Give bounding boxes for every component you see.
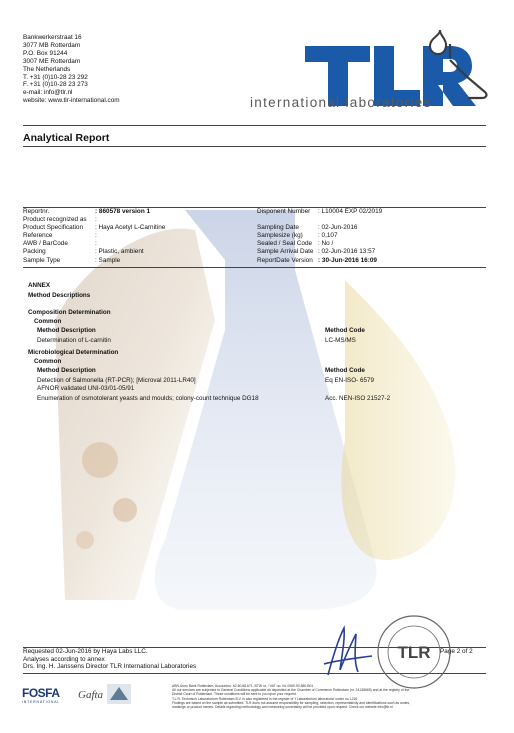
lab-tagline: international laboratories (250, 95, 432, 110)
field-value: : 0,107 (318, 232, 338, 240)
annex-heading: ANNEX (28, 282, 51, 289)
field-value: : 02-Jun-2016 13:57 (318, 248, 376, 256)
address-line: Bankwerkerstraat 16 (23, 34, 82, 41)
field-label: Packing (23, 248, 46, 256)
address-line: P.O. Box 91244 (23, 49, 68, 57)
signature (318, 620, 378, 680)
method-descriptions-heading: Method Descriptions (28, 292, 91, 299)
address-line: e-mail: info@tlr.nl (23, 89, 73, 97)
analyses-line: Analyses according to annex (23, 655, 105, 663)
common-heading: Common (34, 318, 62, 325)
field-label: Product Specification (23, 224, 84, 232)
address-line: T. +31 (0)10-28 23 292 (23, 73, 88, 81)
composition-heading: Composition Determination (28, 309, 111, 316)
address-line: The Netherlands (23, 65, 71, 73)
fine-print-line: T.L.R. Technisch Laboratorium Rotterdam B.V. is also registered in the register of 't Laboratorium laboratoria' under no L216 (172, 696, 358, 701)
field-label: Sample Type (23, 256, 61, 264)
field-label: Product recognized as (23, 216, 87, 224)
method-description: AFNOR validated UNI-03/01-05/91 (37, 385, 135, 392)
column-method-description: Method Description (37, 367, 96, 374)
common-heading: Common (34, 358, 62, 365)
rva-logo (106, 683, 132, 705)
microbiological-heading: Microbiological Determination (28, 349, 119, 356)
field-label: Disponent Number (257, 208, 311, 215)
stamp-text: TLR (397, 643, 431, 662)
fine-print-line: ABN Amro Bank Rotterdam, Accountno. 62.60.68.671, BTW nr. / VAT no. NL 0069.90.880.B01 (172, 684, 314, 688)
gafta-logo: Gafta (78, 689, 104, 701)
field-label: Reportnr. (23, 208, 50, 215)
column-method-description: Method Description (37, 327, 96, 334)
field-label: ReportDate Version (257, 256, 313, 264)
field-label: AWB / BarCode (23, 240, 68, 248)
method-code: LC-MS/MS (325, 337, 356, 344)
fosfa-text: FOSFA (22, 686, 60, 700)
fine-print-line: All our services are subjected to General Conditions applicable as deposited at the Chamber of Commerce Rotterdam (nr. 24138665) and at the registry of the (172, 688, 410, 693)
method-code: Eq EN-ISO- 6579 (325, 377, 374, 384)
fine-print-line: markings or product names. Details regarding methodology and measuring uncertainty will be provided upon request. Check our website info@tlr.nl (172, 705, 393, 710)
legal-fine-print (172, 684, 410, 709)
field-value: : 860578 version 1 (95, 208, 151, 215)
page-number: Page 2 of 2 (440, 648, 473, 655)
field-label: Sealed / Seal Code (257, 240, 313, 248)
field-value: : 02-Jun-2016 (318, 224, 358, 232)
fine-print-line: Findings are based on the sample as submitted. TLR does not assume responsibility for sampling, selection, representativity and identifications such as codes, (172, 700, 410, 705)
method-description: Detection of Salmonella (RT-PCR); [Microval 2011-LR40] (37, 377, 196, 384)
field-value: : 30-Jun-2016 16:09 (318, 256, 377, 264)
stamp (372, 612, 456, 692)
field-value: : (95, 240, 97, 248)
field-value: : L10004 EXP 02/2019 (318, 208, 383, 215)
requested-line: Requested 02-Jun-2016 by Haya Labs LLC. (23, 648, 148, 655)
field-label: Samplesize (kg) (257, 232, 303, 240)
column-method-code: Method Code (325, 367, 365, 374)
field-value: : Plastic, ambient (95, 248, 144, 256)
method-description: Determination of L-carnitin (37, 337, 111, 344)
field-value: : (95, 232, 97, 240)
fosfa-logo (22, 686, 60, 704)
address-line: 3007 ME Rotterdam (23, 57, 81, 65)
address-line: 3077 MB Rotterdam (23, 41, 81, 49)
fosfa-subtext: INTERNATIONAL (22, 700, 61, 704)
field-value: : Haya Acetyl L-Carnitine (95, 224, 166, 232)
field-label: Sample Arrival Date (257, 248, 314, 256)
report-title: Analytical Report (23, 132, 110, 144)
address-line: F. +31 (0)10-28 23 273 (23, 81, 88, 89)
method-description: Enumeration of osmotolerant yeasts and moulds; colony-count technique DG18 (37, 395, 259, 402)
field-label: Sampling Date (257, 224, 299, 232)
director-line: Drs. Ing. H. Janssens Director TLR International Laboratories (23, 663, 197, 671)
field-value: : (95, 216, 97, 224)
field-label: Reference (23, 232, 53, 240)
fine-print-line: District Court of Rotterdam. These conditions will be sent to you upon your request. (172, 692, 297, 697)
method-code: Acc. NEN-ISO 21527-2 (325, 395, 391, 402)
field-value: : Sample (95, 256, 121, 264)
footer-info (23, 648, 196, 671)
address-line: website: www.tlr-international.com (23, 97, 120, 105)
field-value: : No / (318, 240, 334, 248)
column-method-code: Method Code (325, 327, 365, 334)
